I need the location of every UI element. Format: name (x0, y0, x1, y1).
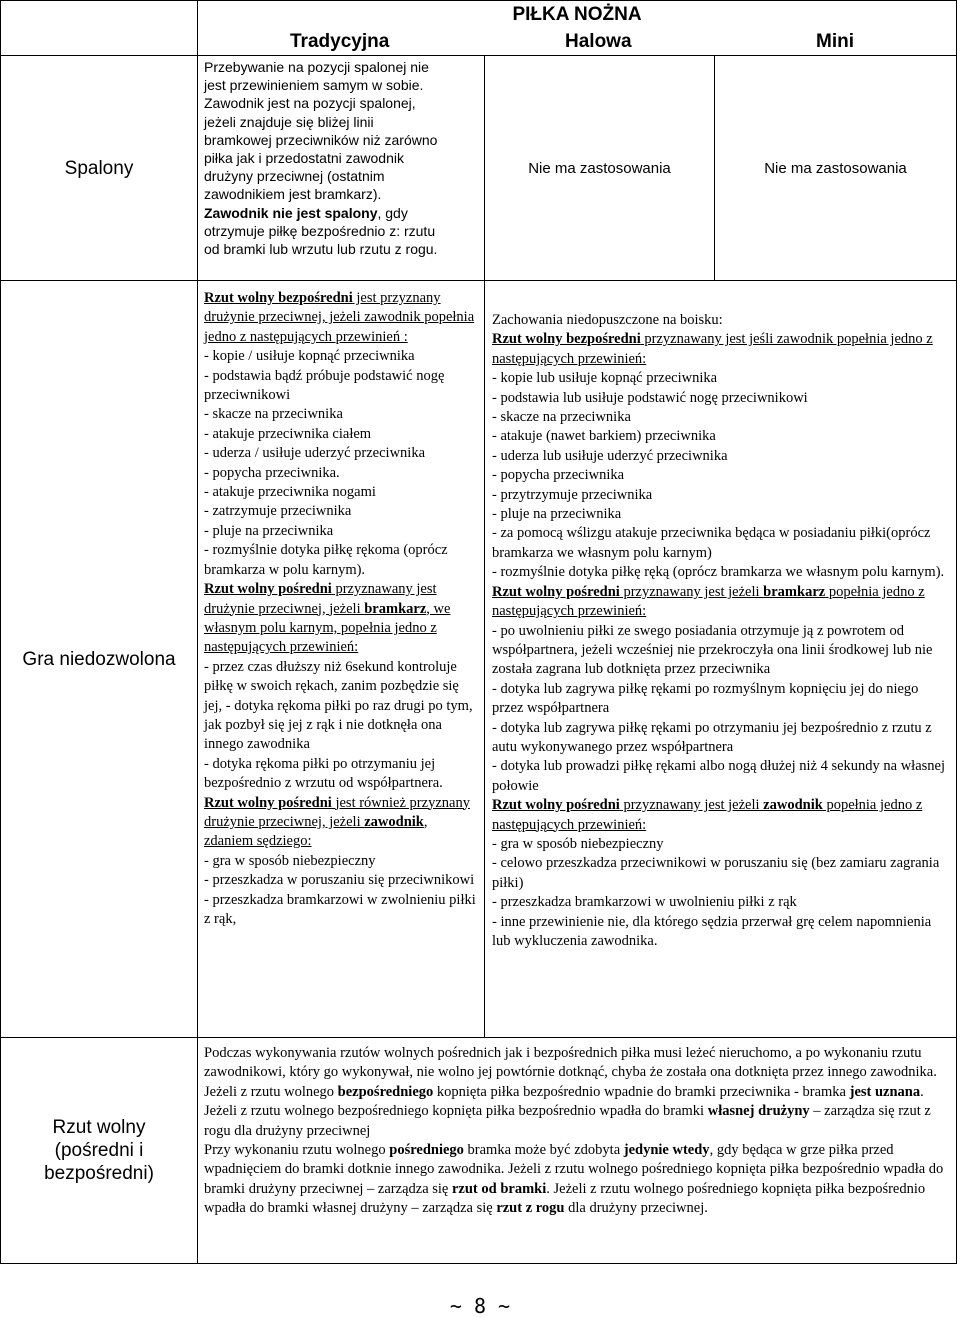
column-headers (198, 29, 957, 56)
table-title: PIŁKA NOŻNA (198, 1, 957, 30)
corner-cell (1, 1, 198, 56)
spalony-halowa: Nie ma zastosowania (485, 56, 715, 281)
row-label-gra-niedozwolona: Gra niedozwolona (1, 281, 198, 1038)
spalony-mini: Nie ma zastosowania (715, 56, 957, 281)
rzut-wolny-all: Podczas wykonywania rzutów wolnych pośrednich jak i bezpośrednich piłka musi leżeć nieruchomo, a po wykonaniu rzutu zawodnikowi, który go wykonywał, nie wolno jej powtórnie dotknąć, chyba że została ona dotknięta przez innego zawodnika. Jeżeli z rzutu wolnego bezpośredniego kopnięta piłka bezpośrednio wpadnie do bramki przeciwnika - bramka jest uznana. Jeżeli z rzutu wolnego bezpośredniego kopnięta piłka bezpośrednio wpadła do bramki własnej drużyny – zarządza się rzut z rogu dla drużyny przeciwnej Przy wykonaniu rzutu wolnego pośredniego bramka może być zdobyta jedynie wtedy, gdy będąca w grze piłka przed wpadnięciem do bramki dotknie innego zawodnika. Jeżeli z rzutu wolnego pośredniego kopnięta piłka bezpośrednio wpadła do bramki drużyny przeciwnej – zarządza się rzut od bramki. Jeżeli z rzutu wolnego pośredniego kopnięta piłka bezpośrednio wpadła do bramki własnej drużyny – zarządza się rzut z rogu dla drużyny przeciwnej. (198, 1038, 957, 1264)
row-label-rzut-wolny: Rzut wolny (pośredni i bezpośredni) (1, 1038, 198, 1264)
page-number: ~ 8 ~ (449, 1294, 511, 1318)
gra-tradycyjna: Rzut wolny bezpośredni jest przyznany drużynie przeciwnej, jeżeli zawodnik popełnia jedno z następujących przewinień : - kopie / usiłuje kopnąć przeciwnika - podstawia bądź próbuje podstawić nogę przeciwnikowi - skacze na przeciwnika - atakuje przeciwnika ciałem - uderza / usiłuje uderzyć przeciwnika - popycha przeciwnika. - atakuje przeciwnika nogami - zatrzymuje przeciwnika - pluje na przeciwnika - rozmyślnie dotyka piłkę rękoma (oprócz bramkarza w polu karnym). Rzut wolny pośredni przyznawany jest drużynie przeciwnej, jeżeli bramkarz, we własnym polu karnym, popełnia jedno z następujących przewinień: - przez czas dłuższy niż 6sekund kontroluje piłkę w swoich rękach, zanim pozbędzie się jej, - dotyka rękoma piłki po raz drugi po tym, jak pozbył się jej z rąk i nie dotknęła ona innego zawodnika - dotyka rękoma piłki po otrzymaniu jej bezpośrednio z wrzutu od współpartnera. Rzut wolny pośredni jest również przyznany drużynie przeciwnej, jeżeli zawodnik, zdaniem sędziego: - gra w sposób niebezpieczny - przeszkadza w poruszaniu się przeciwnikowi - przeszkadza bramkarzowi w zwolnieniu piłki z rąk, (198, 281, 485, 1038)
col-header-halowa: Halowa (565, 31, 632, 52)
gra-halowa-mini: Zachowania niedopuszczone na boisku: Rzut wolny bezpośredni przyznawany jest jeśli zawodnik popełnia jedno z następujących przewinień: - kopie lub usiłuje kopnąć przeciwnika - podstawia lub usiłuje podstawić nogę przeciwnikowi - skacze na przeciwnika - atakuje (nawet barkiem) przeciwnika - uderza lub usiłuje uderzyć przeciwnika - popycha przeciwnika - przytrzymuje przeciwnika - pluje na przeciwnika - za pomocą wślizgu atakuje przeciwnika będąca w posiadaniu piłki(oprócz bramkarza we własnym polu karnym) - rozmyślnie dotyka piłkę ręką (oprócz bramkarza we własnym polu karnym). Rzut wolny pośredni przyznawany jest jeżeli bramkarz popełnia jedno z następujących przewinień: - po uwolnieniu piłki ze swego posiadania otrzymuje ją z powrotem od współpartnera, jeżeli wcześniej nie przekroczyła ona linii środkowej lub nie została zagrana lub dotknięta przez przeciwnika - dotyka lub zagrywa piłkę rękami po rozmyślnym kopnięciu jej do niego przez współpartnera - dotyka lub zagrywa piłkę rękami po otrzymaniu jej bezpośrednio z rzutu z autu wykonywanego przez współpartnera - dotyka lub prowadzi piłkę rękami albo nogą dłużej niż 4 sekundy na własnej połowie Rzut wolny pośredni przyznawany jest jeżeli zawodnik popełnia jedno z następujących przewinień: - gra w sposób niebezpieczny - celowo przeszkadza przeciwnikowi w poruszaniu się (bez zamiaru zagrania piłki) - przeszkadza bramkarzowi w uwolnieniu piłki z rąk - inne przewinienie nie, dla którego sędzia przerwał grę celem napomnienia lub wykluczenia zawodnika. (485, 281, 957, 1038)
col-header-tradycyjna: Tradycyjna (290, 31, 390, 52)
spalony-tradycyjna: Przebywanie na pozycji spalonej nie jest przewinieniem samym w sobie. Zawodnik jest na pozycji spalonej, jeżeli znajduje się bliżej linii bramkowej przeciwników niż zarówno piłka jak i przedostatni zawodnik drużyny przeciwnej (ostatnim zawodnikiem jest bramkarz). Zawodnik nie jest spalony, gdy otrzymuje piłkę bezpośrednio z: rzutu od bramki lub wrzutu lub rzutu z rogu. (198, 56, 485, 281)
row-label-spalony: Spalony (1, 56, 198, 281)
col-header-mini: Mini (816, 31, 854, 52)
